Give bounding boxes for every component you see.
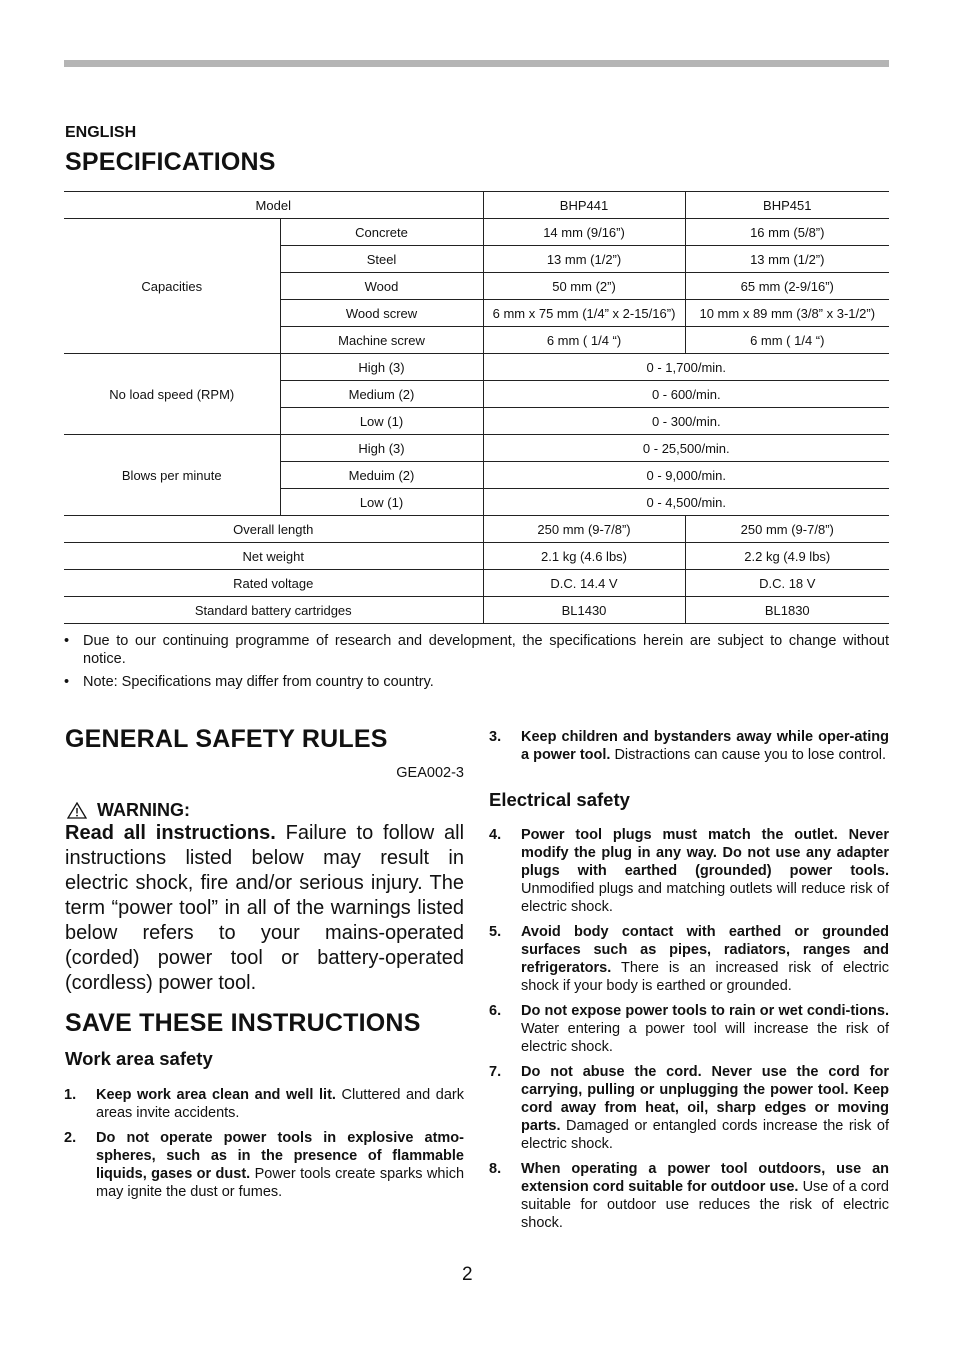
item-bold: Avoid body contact with earthed or grounded surfaces such as pipes, radiators, ranges and refrigerators. [521,924,889,976]
item-number: 2. [64,1130,77,1146]
electrical-safety-list [489,826,889,1239]
general-safety-title: GENERAL SAFETY RULES [65,725,388,753]
table-cell: 13 mm (1/2”) [685,246,889,273]
item-text: There is an increased risk of electric shock if your body is earthed or grounded. [521,960,889,994]
table-cell: 2.1 kg (4.6 lbs) [483,543,685,570]
table-cell: 0 - 25,500/min. [483,435,889,462]
list-item [64,1129,464,1201]
table-row [64,516,889,543]
table-cell: 0 - 4,500/min. [483,489,889,516]
work-area-heading: Work area safety [65,1048,213,1069]
table-cell: 16 mm (5/8”) [685,219,889,246]
item-number: 6. [489,1003,502,1019]
table-row [64,354,889,381]
page-number: 2 [462,1264,473,1285]
table-cell: 13 mm (1/2”) [483,246,685,273]
row-label: Wood [280,273,483,300]
item-text: Power tools create sparks which may ignite the dust or fumes. [96,1166,465,1200]
warning-triangle-icon [67,802,87,819]
table-row [64,597,889,624]
list-item [489,923,889,995]
warning-text: Failure to follow all instructions listed below may result in electric shock, fire and/or serious injury. The term “power tool” in all of the warnings listed below refers to your mains-operated (corded) power tool or battery-operated (cordless) power tool. [65,822,465,994]
row-label: Steel [280,246,483,273]
item-bold: Do not expose power tools to rain or wet condi-tions. [521,1003,889,1019]
table-cell: 2.2 kg (4.9 lbs) [685,543,889,570]
model-name: BHP451 [685,192,889,219]
warning-label: WARNING: [97,800,190,820]
row-label: Low (1) [280,489,483,516]
table-cell: D.C. 18 V [685,570,889,597]
table-row [64,435,889,462]
item-number: 7. [489,1064,502,1080]
item-number: 4. [489,827,502,843]
item-bold: Keep work area clean and well lit. [96,1087,336,1103]
row-label: Net weight [64,543,483,570]
table-cell: 6 mm ( 1/4 “) [483,327,685,354]
table-cell: 0 - 1,700/min. [483,354,889,381]
document-code: GEA002-3 [396,765,464,781]
top-rule [64,60,889,67]
table-cell: 6 mm x 75 mm (1/4” x 2-15/16”) [483,300,685,327]
table-cell: D.C. 14.4 V [483,570,685,597]
language-label: ENGLISH [65,124,137,141]
item-number: 8. [489,1161,502,1177]
table-cell: 250 mm (9-7/8”) [685,516,889,543]
spec-notes [64,632,889,696]
model-label: Model [64,192,483,219]
item-bold: Power tool plugs must match the outlet. Never modify the plug in any way. Do not use any adapter plugs with earthed (grounded) power tools. [521,827,889,879]
table-row [64,192,889,219]
item-text: Water entering a power tool will increase the risk of electric shock. [521,1021,889,1055]
capacities-label: Capacities [64,219,280,354]
table-cell: 14 mm (9/16”) [483,219,685,246]
list-item [489,728,889,764]
row-label: Wood screw [280,300,483,327]
list-item [489,1002,889,1056]
row-label: Machine screw [280,327,483,354]
list-item [64,1086,464,1122]
table-cell: 0 - 600/min. [483,381,889,408]
warning-heading [65,800,190,821]
item-number: 3. [489,729,502,745]
page-title: SPECIFICATIONS [65,148,276,176]
item-text: Damaged or entangled cords increase the risk of electric shock. [521,1118,889,1152]
row-label: Meduim (2) [280,462,483,489]
item-number: 1. [64,1087,77,1103]
right-list-top [489,728,889,771]
row-label: Standard battery cartridges [64,597,483,624]
item-bold: Do not abuse the cord. Never use the cord for carrying, pulling or unplugging the power tool. Keep cord away from heat, oil, sharp edges or moving parts. [521,1064,889,1134]
table-cell: BL1430 [483,597,685,624]
row-label: High (3) [280,354,483,381]
warning-body [65,821,464,996]
row-label: Overall length [64,516,483,543]
table-cell: 0 - 300/min. [483,408,889,435]
table-row [64,219,889,246]
table-cell: 0 - 9,000/min. [483,462,889,489]
item-text: Distractions can cause you to lose control. [614,747,887,763]
bullet-icon: • [64,674,70,690]
list-item [489,1063,889,1153]
note-text: Note: Specifications may differ from country to country. [83,674,434,690]
list-item [489,826,889,916]
row-label: Concrete [280,219,483,246]
table-cell: 250 mm (9-7/8”) [483,516,685,543]
table-cell: 50 mm (2”) [483,273,685,300]
item-bold: Keep children and bystanders away while oper-ating a power tool. [521,729,889,763]
row-label: Rated voltage [64,570,483,597]
note-text: Due to our continuing programme of research and development, the specifications herein are subject to change without notice. [83,633,889,667]
no-load-speed-label: No load speed (RPM) [64,354,280,435]
bullet-icon: • [64,633,70,649]
item-bold: When operating a power tool outdoors, use an extension cord suitable for outdoor use. [521,1161,889,1195]
row-label: Medium (2) [280,381,483,408]
item-bold: Do not operate power tools in explosive atmo-spheres, such as in the presence of flammable liquids, gases or dust. [96,1130,464,1182]
row-label: Low (1) [280,408,483,435]
table-cell: BL1830 [685,597,889,624]
list-item [64,673,889,691]
row-label: High (3) [280,435,483,462]
table-row [64,570,889,597]
table-cell: 65 mm (2-9/16”) [685,273,889,300]
warning-lead: Read all instructions. [65,822,276,844]
list-item [64,632,889,668]
electrical-safety-heading: Electrical safety [489,789,630,810]
item-text: Unmodified plugs and matching outlets will reduce risk of electric shock. [521,881,889,915]
save-instructions-title: SAVE THESE INSTRUCTIONS [65,1009,421,1037]
work-area-list [64,1086,464,1208]
item-text: Use of a cord suitable for outdoor use reduces the risk of electric shock. [521,1179,889,1231]
list-item [489,1160,889,1232]
table-row [64,543,889,570]
table-cell: 10 mm x 89 mm (3/8” x 3-1/2”) [685,300,889,327]
item-number: 5. [489,924,502,940]
item-text: Cluttered and dark areas invite accidents. [96,1087,464,1121]
table-cell: 6 mm ( 1/4 “) [685,327,889,354]
blows-per-minute-label: Blows per minute [64,435,280,516]
specifications-table [64,191,889,624]
model-name: BHP441 [483,192,685,219]
